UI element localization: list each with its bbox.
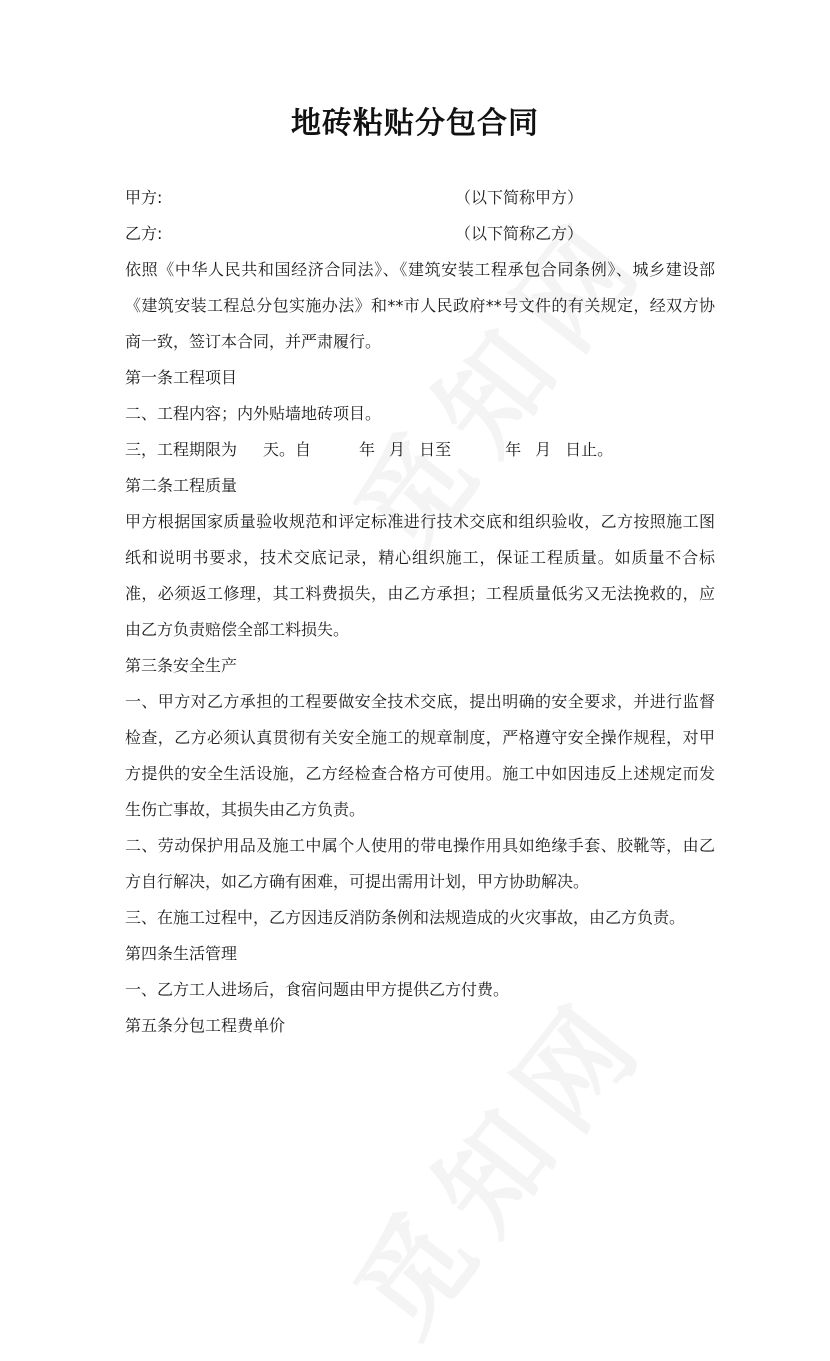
article1-item3	[125, 432, 715, 468]
article3-item1: 一、甲方对乙方承担的工程要做安全技术交底，提出明确的安全要求，并进行监督检查，乙方必须认真贯彻有关安全施工的规章制度，严格遵守安全操作规程，对甲方提供的安全生活设施，乙方经检查合格方可使用。施工中如因违反上述规定而发生伤亡事故，其损失由乙方负责。	[125, 692, 715, 819]
term-month2: 月	[535, 440, 552, 459]
party-b-row	[125, 216, 715, 252]
article4-item1: 一、乙方工人进场后，食宿问题由甲方提供乙方付费。	[125, 980, 510, 999]
article3-item3: 三、在施工过程中，乙方因违反消防条例和法规造成的火灾事故，由乙方负责。	[125, 908, 686, 927]
party-b-label: 乙方:	[125, 224, 163, 243]
term-day2: 日止。	[565, 440, 614, 459]
article2-heading: 第二条工程质量	[125, 476, 238, 495]
term-days: 天。自	[263, 440, 312, 459]
article2-text: 甲方根据国家质量验收规范和评定标准进行技术交底和组织验收，乙方按照施工图纸和说明书要求，技术交底记录，精心组织施工，保证工程质量。如质量不合标准，必须返工修理，其工料费损失，由乙方承担；工程质量低劣又无法挽救的，应由乙方负责赔偿全部工料损失。	[125, 512, 715, 639]
article1-heading: 第一条工程项目	[125, 368, 238, 387]
intro-paragraph: 依照《中华人民共和国经济合同法》、《建筑安装工程承包合同条例》、城乡建设部《建筑安装工程总分包实施办法》和**市人民政府**号文件的有关规定，经双方协商一致，签订本合同，并严肃履行。	[125, 260, 715, 351]
term-year1: 年	[359, 440, 376, 459]
article5-heading: 第五条分包工程费单价	[125, 1016, 286, 1035]
document-body	[125, 180, 715, 1044]
party-b-note: （以下简称乙方）	[455, 224, 584, 243]
article3-heading: 第三条安全生产	[125, 656, 238, 675]
party-a-note: （以下简称甲方）	[455, 188, 584, 207]
term-month1: 月	[389, 440, 406, 459]
article3-item2: 二、劳动保护用品及施工中属个人使用的带电操作用具如绝缘手套、胶靴等，由乙方自行解决，如乙方确有困难，可提出需用计划，甲方协助解决。	[125, 836, 715, 891]
article1-item2: 二、工程内容；内外贴墙地砖项目。	[125, 404, 382, 423]
party-a-row	[125, 180, 715, 216]
term-prefix: 三，工程期限为	[125, 440, 238, 459]
party-a-label: 甲方:	[125, 188, 163, 207]
term-year2: 年	[505, 440, 522, 459]
term-day1: 日至	[419, 440, 452, 459]
article4-heading: 第四条生活管理	[125, 944, 238, 963]
document-title: 地砖粘贴分包合同	[291, 106, 539, 141]
